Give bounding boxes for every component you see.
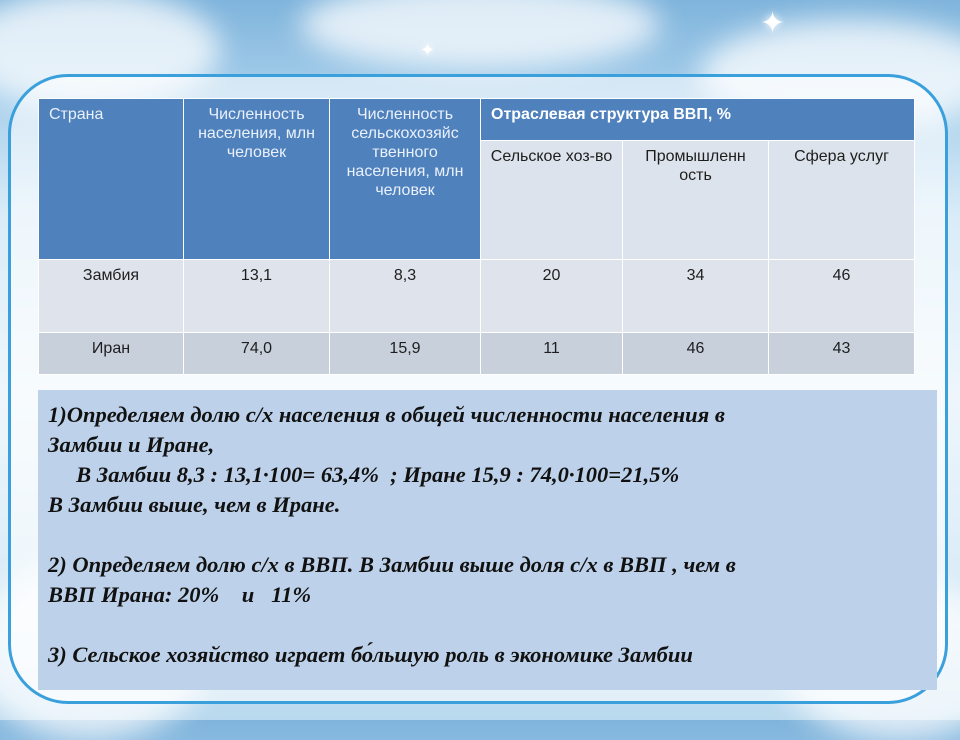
answer-line: ВВП Ирана: 20% и 11%: [48, 582, 312, 607]
cell-agriculture: 11: [481, 333, 623, 375]
cell-industry: 46: [623, 333, 769, 375]
answer-line: В Замбии 8,3 : 13,1·100= 63,4% ; Иране 15,9 : 74,0·100=21,5%: [48, 462, 680, 487]
header-industry: Промышленн ость: [623, 141, 769, 260]
answer-box: [38, 390, 937, 690]
table-row: [39, 333, 915, 375]
table-row: [39, 260, 915, 333]
cell-population: 74,0: [184, 333, 330, 375]
cell-services: 46: [769, 260, 915, 333]
header-gdp-structure: Отраслевая структура ВВП, %: [481, 99, 915, 141]
answer-line: Замбии и Иране,: [48, 432, 215, 457]
cell-population: 13,1: [184, 260, 330, 333]
answer-spacer: [48, 520, 927, 550]
header-services: Сфера услуг: [769, 141, 915, 260]
cell-country: Иран: [39, 333, 184, 375]
header-population: Численность населения, млн человек: [184, 99, 330, 260]
sparkle-icon: ✦: [760, 7, 786, 40]
cell-industry: 34: [623, 260, 769, 333]
cell-agri-population: 8,3: [330, 260, 481, 333]
header-agri-population: Численность сельскохозяйс твенного населения, млн человек: [330, 99, 481, 260]
header-agriculture: Сельское хоз-во: [481, 141, 623, 260]
answer-line: 3) Сельское хозяйство играет бо́льшую роль в экономике Замбии: [48, 642, 693, 667]
cell-agriculture: 20: [481, 260, 623, 333]
cell-country: Замбия: [39, 260, 184, 333]
cloud: [300, 0, 660, 70]
answer-spacer: [48, 610, 927, 640]
answer-line: 2) Определяем долю с/х в ВВП. В Замбии выше доля с/х в ВВП , чем в: [48, 552, 736, 577]
answer-line: 1)Определяем долю с/х населения в общей численности населения в: [48, 402, 725, 427]
data-table: [38, 98, 915, 375]
answer-line: В Замбии выше, чем в Иране.: [48, 492, 341, 517]
cell-services: 43: [769, 333, 915, 375]
sparkle-icon: ✦: [420, 40, 436, 60]
header-country: Страна: [39, 99, 184, 260]
cell-agri-population: 15,9: [330, 333, 481, 375]
